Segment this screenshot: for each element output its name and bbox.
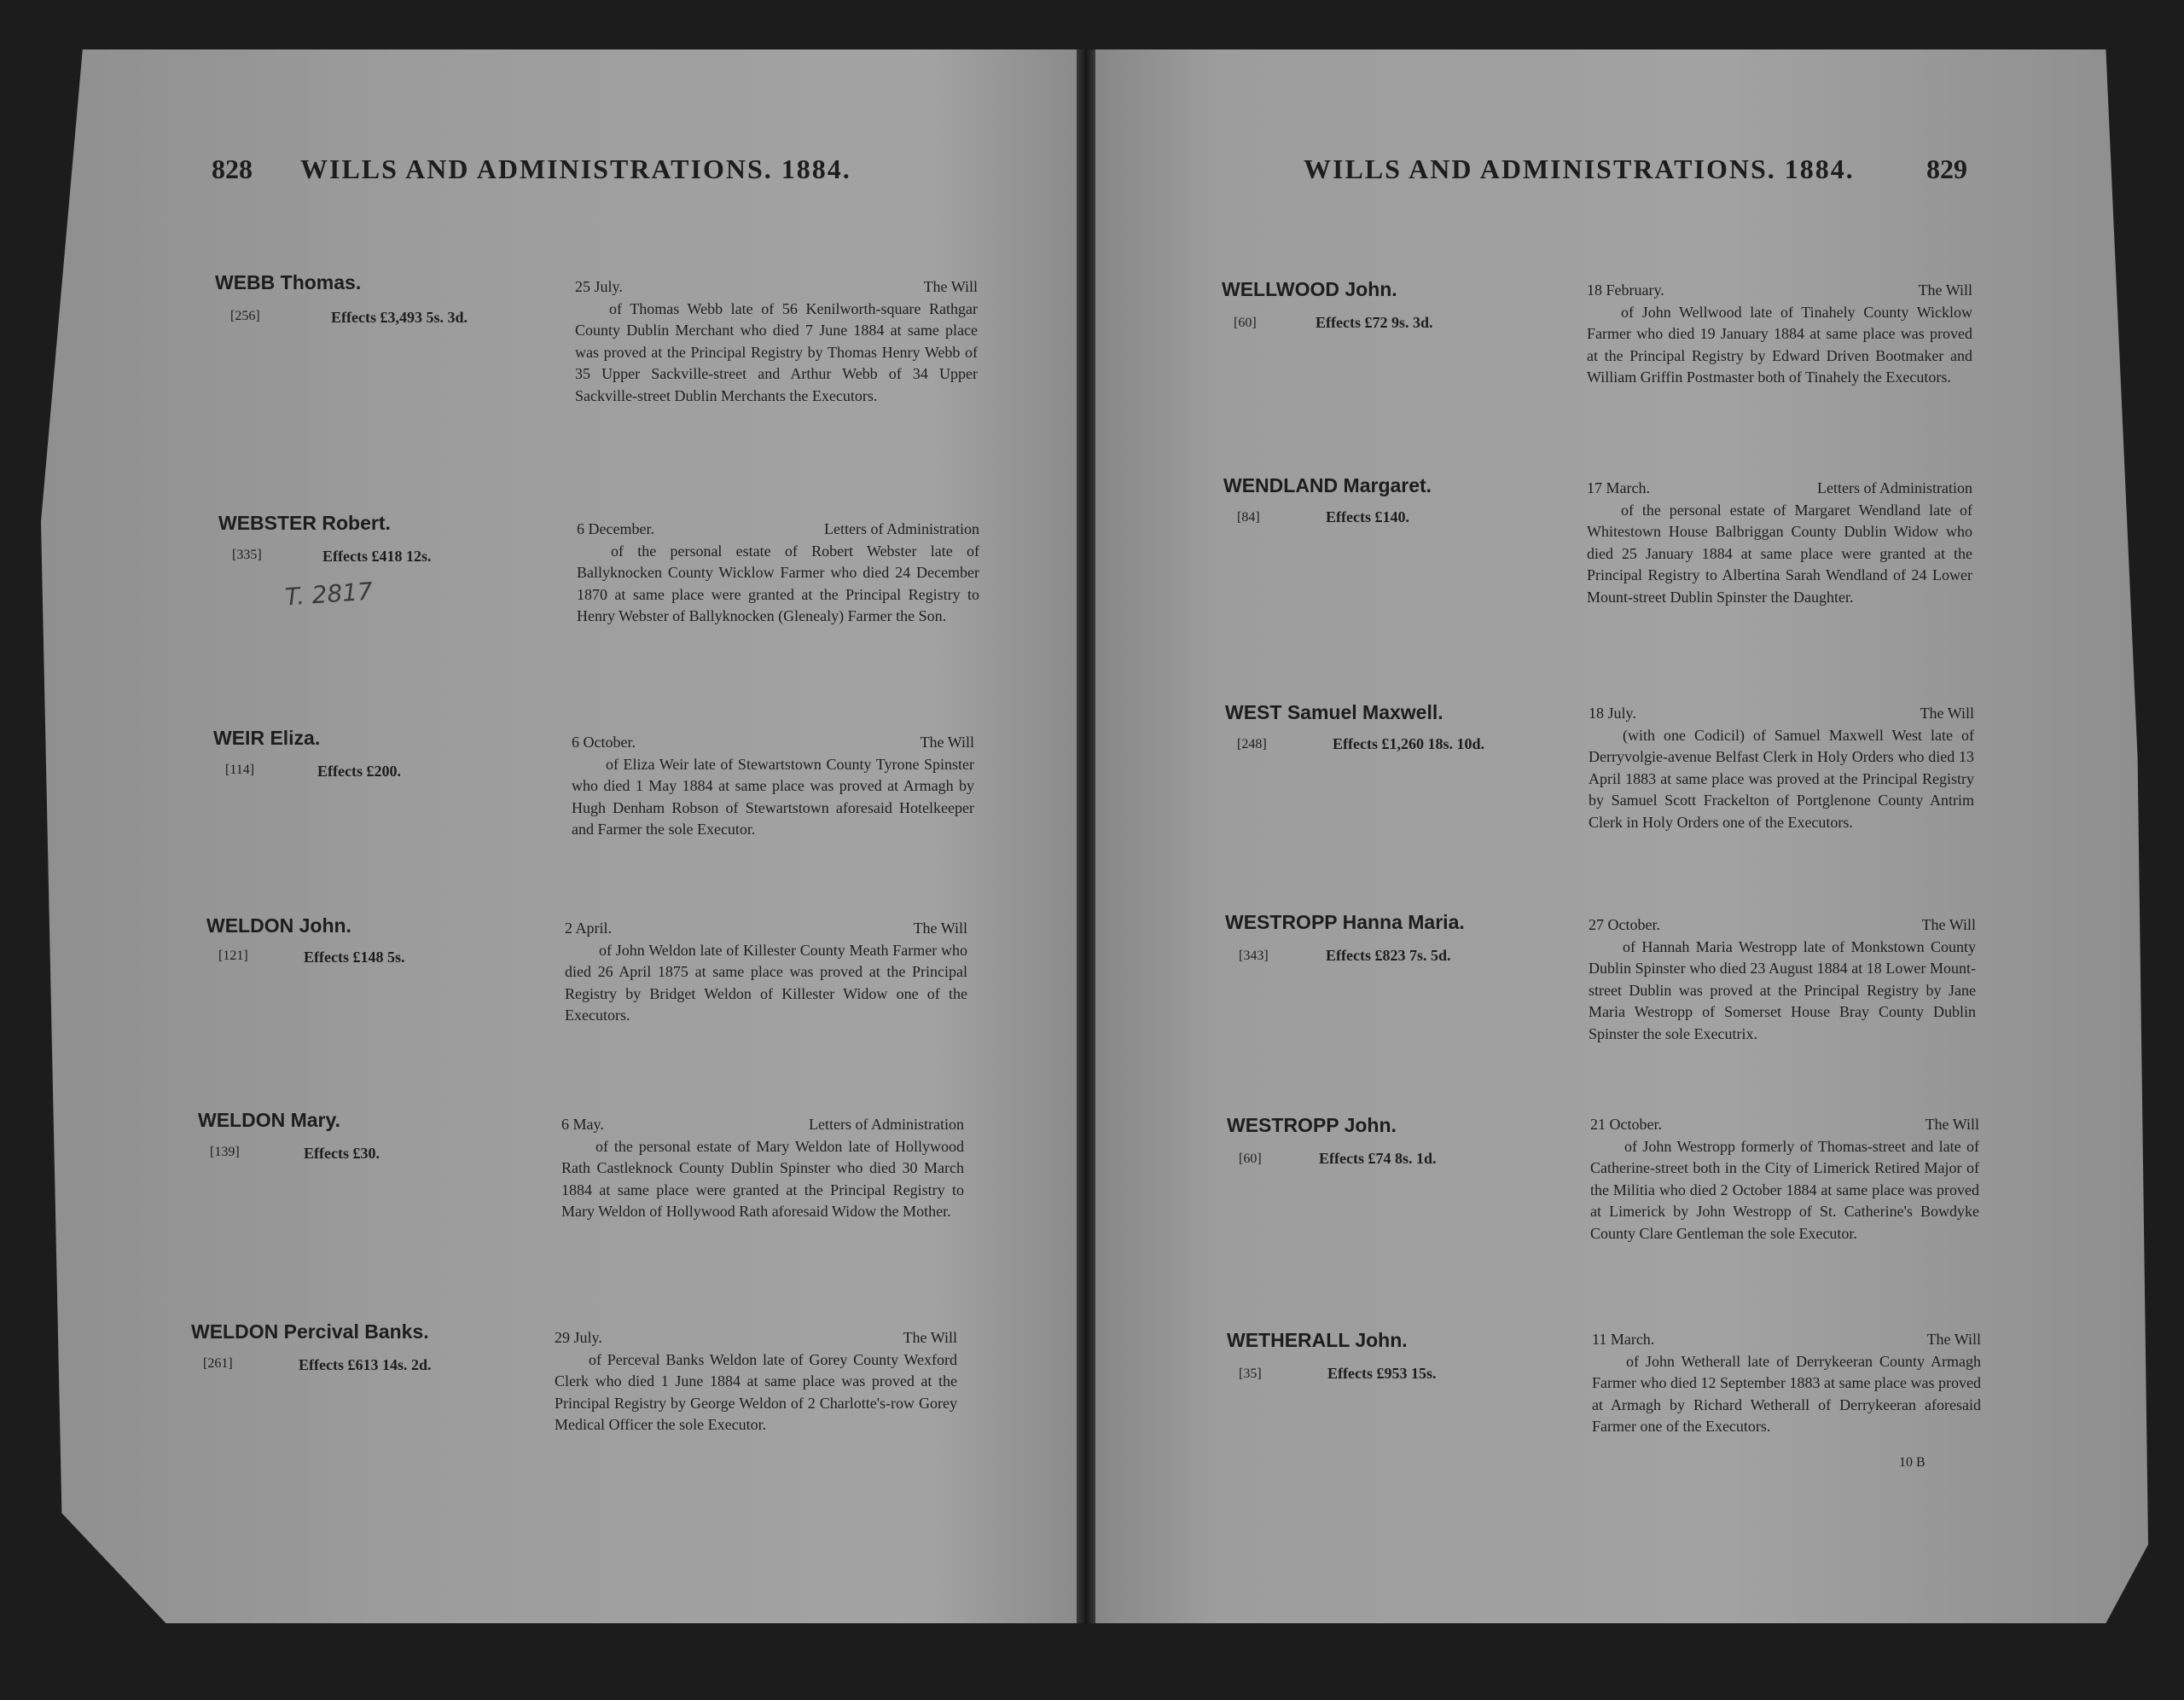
entry-date: 17 March. (1587, 479, 1650, 496)
entry-type: The Will (1925, 1116, 1979, 1133)
entry-text: of Perceval Banks Weldon late of Gorey County Wexford Clerk who died 1 June 1884 at same place was proved at the Principal Registry by George Weldon of 2 Charlotte's-row Gorey Medical Officer the sole Executor. (555, 1350, 957, 1433)
entry-body (1587, 478, 1972, 608)
entry-name: WEIR Eliza. (213, 727, 321, 749)
entry-ref: [60] (1234, 316, 1257, 330)
entry-body (1587, 280, 1972, 389)
entry-type: Letters of Administration (1817, 479, 1972, 496)
entry-name: WEBSTER Robert. (218, 512, 391, 534)
entry-text: of John Wetherall late of Derrykeeran County Armagh Farmer who died 12 September 1883 at same place was proved at Armagh by Richard Wetherall of Derrykeeran aforesaid Farmer one of the Executors. (1592, 1352, 1981, 1435)
entry-name: WEST Samuel Maxwell. (1225, 701, 1443, 723)
entry-body (1589, 914, 1976, 1045)
entry-text: of John Wellwood late of Tinahely County Wicklow Farmer who died 19 January 1884 at same place was proved at the Principal Registry by Edward Driven Bootmaker and William Griffin Postmaster both of Tinahely the Executors. (1587, 303, 1972, 386)
entry-effects: Effects £823 7s. 5d. (1326, 947, 1451, 964)
entry-text: of the personal estate of Robert Webster late of Ballyknocken County Wicklow Farmer who died 24 December 1870 at same place were granted at the Principal Registry to Henry Webster of Ballyknocken (Glenealy) Farmer the Son. (577, 542, 979, 624)
entry-effects: Effects £74 8s. 1d. (1319, 1150, 1437, 1167)
entry-type: The Will (1926, 1331, 1981, 1348)
entry-type: The Will (923, 278, 978, 295)
entry-date: 27 October. (1589, 916, 1660, 933)
entry-text: of Hannah Maria Westropp late of Monkstown County Dublin Spinster who died 23 August 1884 at 18 Lower Mount-street Dublin was proved at the Principal Registry by Jane Maria Westropp of Somerset House Bray County Dublin Spinster the sole Executrix. (1589, 937, 1976, 1042)
entry-effects: Effects £148 5s. (304, 949, 405, 966)
entry-body (572, 732, 974, 841)
entry-body (561, 1114, 964, 1223)
entry-ref: [60] (1239, 1152, 1262, 1166)
entry-body (565, 918, 967, 1027)
entry-text: of Thomas Webb late of 56 Kenilworth-square Rathgar County Dublin Merchant who died 7 June 1884 at same place was proved at the Principal Registry by Thomas Henry Webb of 35 Upper Sackville-street and Arthur Webb of 34 Upper Sackville-street Dublin Merchants the Executors. (575, 299, 978, 404)
entry-effects: Effects £72 9s. 3d. (1316, 314, 1433, 331)
entry-body (555, 1327, 957, 1436)
entry-name: WELLWOOD John. (1222, 278, 1397, 300)
entry-date: 18 July. (1589, 705, 1636, 722)
entry-effects: Effects £200. (317, 763, 401, 780)
entry-ref: [261] (203, 1356, 233, 1371)
entry-name: WELDON Mary. (198, 1109, 340, 1131)
entry-type: The Will (1921, 916, 1976, 933)
entry-name: WELDON John. (206, 914, 351, 937)
entry-type: The Will (920, 734, 974, 751)
entry-ref: [84] (1237, 510, 1260, 525)
entry-name: WESTROPP John. (1227, 1114, 1397, 1136)
left-page-header: WILLS AND ADMINISTRATIONS. 1884. (300, 154, 851, 184)
entry-date: 21 October. (1590, 1116, 1662, 1133)
entry-body (1592, 1329, 1981, 1438)
entry-body (577, 519, 979, 628)
entry-type: The Will (1918, 281, 1972, 299)
entry-date: 29 July. (555, 1329, 602, 1346)
entry-effects: Effects £140. (1326, 508, 1409, 525)
entry-text: of John Weldon late of Killester County Meath Farmer who died 26 April 1875 at same place was proved at the Principal Registry by Bridget Weldon of Killester Widow one of the Executors. (565, 941, 967, 1024)
entry-type: The Will (913, 920, 967, 937)
entry-effects: Effects £418 12s. (322, 548, 432, 565)
entry-text: (with one Codicil) of Samuel Maxwell West late of Derryvolgie-avenue Belfast Clerk in Holy Orders who died 13 April 1883 at same place was proved at the Principal Registry by Samuel Scott Frackelton of Portglenone County Antrim Clerk in Holy Orders one of the Executors. (1589, 726, 1974, 831)
entry-effects: Effects £30. (304, 1145, 380, 1162)
entry-type: The Will (1920, 705, 1974, 722)
entry-name: WENDLAND Margaret. (1223, 474, 1432, 496)
signature-mark: 10 B (1899, 1455, 1926, 1470)
right-page-number: 829 (1926, 154, 1967, 184)
entry-date: 6 October. (572, 734, 636, 751)
entry-name: WELDON Percival Banks. (191, 1320, 429, 1343)
book-gutter (1077, 49, 1095, 1623)
entry-ref: [114] (225, 763, 255, 777)
entry-type: Letters of Administration (809, 1116, 964, 1133)
entry-ref: [335] (232, 548, 262, 562)
entry-effects: Effects £3,493 5s. 3d. (331, 309, 468, 326)
entry-text: of the personal estate of Margaret Wendland late of Whitestown House Balbriggan County Dublin Widow who died 25 January 1884 at same place were granted at the Principal Registry to Albertina Sarah Wendland of 24 Lower Mount-street Dublin Spinster the Daughter. (1587, 501, 1972, 606)
entry-effects: Effects £953 15s. (1327, 1365, 1437, 1382)
entry-body (1589, 703, 1974, 833)
entry-date: 25 July. (575, 278, 623, 295)
entry-date: 11 March. (1592, 1331, 1655, 1348)
entry-effects: Effects £1,260 18s. 10d. (1333, 735, 1484, 752)
left-page-number: 828 (212, 154, 253, 184)
entry-date: 6 December. (577, 520, 654, 537)
entry-date: 18 February. (1587, 281, 1664, 299)
entry-ref: [121] (218, 949, 248, 963)
entry-text: of the personal estate of Mary Weldon late of Hollywood Rath Castleknock County Dublin Spinster who died 30 March 1884 at same place were granted at the Principal Registry to Mary Weldon of Hollywood Rath aforesaid Widow the Mother. (561, 1137, 964, 1220)
entry-text: of John Westropp formerly of Thomas-street and late of Catherine-street both in the City of Limerick Retired Major of the Militia who died 2 October 1884 at same place was proved at Limerick by John Westropp of St. Catherine's Bowdyke County Clare Gentleman the sole Executor. (1590, 1137, 1979, 1242)
handwritten-annotation: T. 2817 (283, 577, 374, 612)
entry-text: of Eliza Weir late of Stewartstown County Tyrone Spinster who died 1 May 1884 at same place was proved at Armagh by Hugh Denham Robson of Stewartstown aforesaid Hotelkeeper and Farmer the sole Executor. (572, 755, 974, 838)
entry-date: 6 May. (561, 1116, 604, 1133)
entry-ref: [139] (210, 1145, 240, 1159)
entry-ref: [35] (1239, 1366, 1262, 1381)
entry-effects: Effects £613 14s. 2d. (299, 1356, 432, 1373)
entry-ref: [343] (1239, 949, 1269, 963)
entry-body (575, 276, 978, 407)
entry-name: WETHERALL John. (1227, 1329, 1408, 1351)
entry-type: The Will (903, 1329, 957, 1346)
entry-body (1590, 1114, 1979, 1245)
right-page-header: WILLS AND ADMINISTRATIONS. 1884. (1304, 154, 1855, 184)
entry-date: 2 April. (565, 920, 613, 937)
entry-name: WESTROPP Hanna Maria. (1225, 911, 1465, 933)
entry-name: WEBB Thomas. (215, 271, 362, 293)
entry-ref: [256] (230, 309, 260, 323)
entry-ref: [248] (1237, 737, 1267, 751)
entry-type: Letters of Administration (824, 520, 979, 537)
